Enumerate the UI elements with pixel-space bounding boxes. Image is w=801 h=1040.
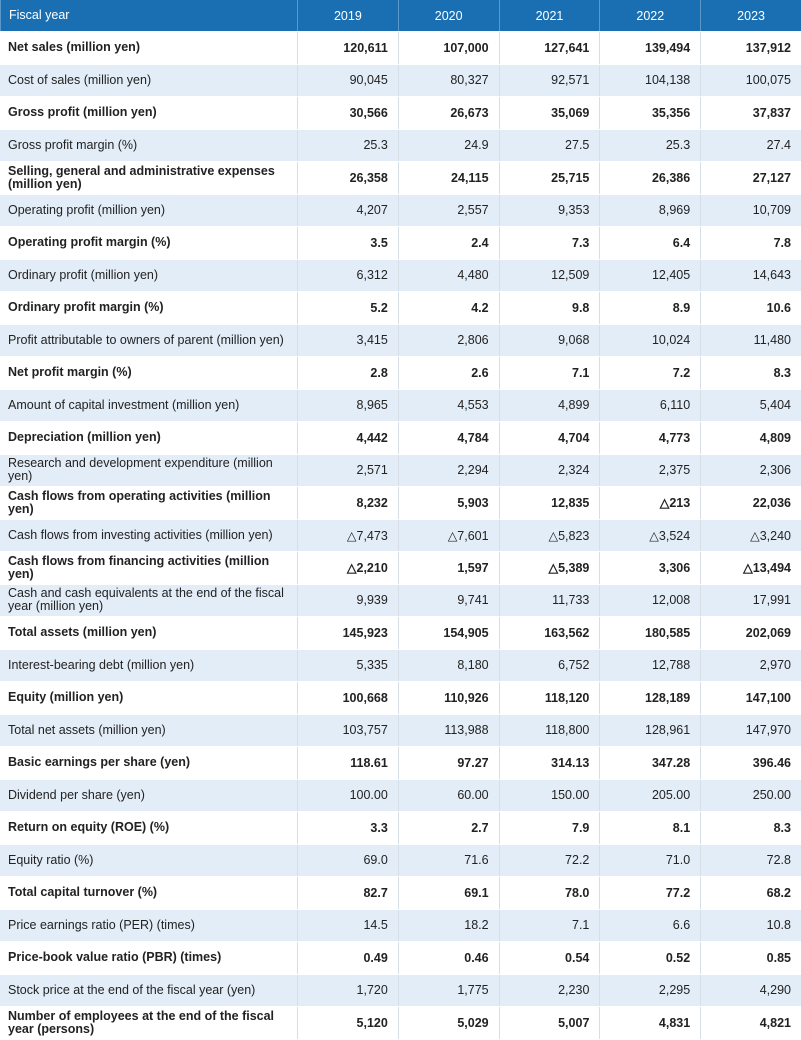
table-row [0, 195, 801, 228]
table-row [0, 845, 801, 878]
row-value-2023: 4,290 [700, 975, 801, 1007]
row-value-2019: 5.2 [297, 292, 398, 324]
row-value-2023: 2,970 [700, 650, 801, 682]
row-label: Interest-bearing debt (million yen) [8, 657, 195, 672]
row-value-2022: 6.4 [599, 227, 700, 259]
row-value-2020: 2,806 [398, 325, 499, 357]
row-value-2023: 68.2 [700, 877, 801, 909]
row-value-2022: 205.00 [599, 780, 700, 812]
row-value-2023: 0.85 [700, 942, 801, 974]
row-value-2019: 3.3 [297, 812, 398, 844]
table-row [0, 32, 801, 65]
table-row [0, 487, 801, 520]
row-value-2022: 12,788 [599, 650, 700, 682]
row-value-2021: 9,353 [499, 195, 600, 227]
row-value-2022: 12,008 [599, 585, 700, 617]
table-row [0, 682, 801, 715]
row-value-2023: 17,991 [700, 585, 801, 617]
table-row [0, 260, 801, 293]
row-value-2019: 26,358 [297, 162, 398, 194]
row-value-2019: 3,415 [297, 325, 398, 357]
row-value-2021: 0.54 [499, 942, 600, 974]
row-value-2023: 2,306 [700, 455, 801, 487]
row-value-2022: 8.1 [599, 812, 700, 844]
row-value-2023: 72.8 [700, 845, 801, 877]
row-value-2021: 78.0 [499, 877, 600, 909]
table-row [0, 975, 801, 1008]
table-row [0, 812, 801, 845]
row-value-2021: 9.8 [499, 292, 600, 324]
row-value-2020: 80,327 [398, 65, 499, 97]
row-value-2019: 0.49 [297, 942, 398, 974]
row-value-2022: 8,969 [599, 195, 700, 227]
row-value-2021: 150.00 [499, 780, 600, 812]
row-value-2019: 120,611 [297, 32, 398, 64]
row-value-2019: 82.7 [297, 877, 398, 909]
row-value-2020: 24.9 [398, 130, 499, 162]
row-value-2021: 11,733 [499, 585, 600, 617]
table-body [0, 32, 801, 1040]
row-value-2019: 4,442 [297, 422, 398, 454]
row-value-2022: 139,494 [599, 32, 700, 64]
row-value-2020: 2,294 [398, 455, 499, 487]
row-value-2021: △5,389 [499, 552, 600, 584]
row-value-2022: 4,831 [599, 1007, 700, 1039]
row-value-2021: 72.2 [499, 845, 600, 877]
row-value-2022: 71.0 [599, 845, 700, 877]
row-value-2020: 4,553 [398, 390, 499, 422]
row-value-2023: 10.6 [700, 292, 801, 324]
row-value-2019: 9,939 [297, 585, 398, 617]
row-value-2022: 347.28 [599, 747, 700, 779]
row-label: Stock price at the end of the fiscal year (yen) [8, 982, 256, 997]
row-value-2020: 4,784 [398, 422, 499, 454]
row-value-2020: 2.4 [398, 227, 499, 259]
row-value-2020: 1,597 [398, 552, 499, 584]
row-value-2019: 5,335 [297, 650, 398, 682]
row-value-2020: 8,180 [398, 650, 499, 682]
row-value-2019: 30,566 [297, 97, 398, 129]
row-label: Price earnings ratio (PER) (times) [8, 917, 195, 932]
row-value-2023: 37,837 [700, 97, 801, 129]
row-value-2020: 1,775 [398, 975, 499, 1007]
header-year-2020: 2020 [398, 0, 499, 31]
row-value-2022: 12,405 [599, 260, 700, 292]
row-value-2019: 2.8 [297, 357, 398, 389]
header-year-2023: 2023 [700, 0, 801, 31]
row-value-2019: 8,965 [297, 390, 398, 422]
row-value-2023: 137,912 [700, 32, 801, 64]
row-label: Ordinary profit margin (%) [8, 300, 164, 315]
row-value-2019: 25.3 [297, 130, 398, 162]
row-label: Total assets (million yen) [8, 625, 157, 640]
row-value-2022: △213 [599, 487, 700, 519]
row-value-2021: 4,704 [499, 422, 600, 454]
row-value-2022: 2,375 [599, 455, 700, 487]
row-value-2023: 5,404 [700, 390, 801, 422]
table-row [0, 97, 801, 130]
table-row [0, 617, 801, 650]
row-value-2019: △2,210 [297, 552, 398, 584]
table-row [0, 552, 801, 585]
row-value-2020: 2.7 [398, 812, 499, 844]
row-value-2023: 147,970 [700, 715, 801, 747]
row-value-2021: 7.1 [499, 910, 600, 942]
table-header-row [0, 0, 801, 32]
row-value-2023: △3,240 [700, 520, 801, 552]
row-value-2023: 147,100 [700, 682, 801, 714]
row-label: Net sales (million yen) [8, 40, 140, 55]
row-label: Cash flows from financing activities (million yen) [8, 553, 270, 581]
row-value-2022: 35,356 [599, 97, 700, 129]
row-value-2020: 4.2 [398, 292, 499, 324]
row-value-2022: 3,306 [599, 552, 700, 584]
row-value-2019: 69.0 [297, 845, 398, 877]
row-label: Cash flows from investing activities (million yen) [8, 527, 273, 542]
table-row [0, 227, 801, 260]
row-value-2020: 4,480 [398, 260, 499, 292]
row-label: Gross profit (million yen) [8, 105, 157, 120]
table-row [0, 130, 801, 163]
row-label: Operating profit margin (%) [8, 235, 171, 250]
row-value-2021: 127,641 [499, 32, 600, 64]
row-value-2021: 92,571 [499, 65, 600, 97]
row-value-2021: 5,007 [499, 1007, 600, 1039]
row-value-2022: 8.9 [599, 292, 700, 324]
row-value-2020: 9,741 [398, 585, 499, 617]
header-fiscal-year: Fiscal year [0, 0, 297, 31]
row-value-2020: △7,601 [398, 520, 499, 552]
row-value-2023: 14,643 [700, 260, 801, 292]
row-value-2021: 6,752 [499, 650, 600, 682]
row-value-2023: 250.00 [700, 780, 801, 812]
row-label: Ordinary profit (million yen) [8, 267, 159, 282]
header-year-2021: 2021 [499, 0, 600, 31]
row-value-2019: 100.00 [297, 780, 398, 812]
table-row [0, 390, 801, 423]
row-value-2019: 90,045 [297, 65, 398, 97]
table-row [0, 650, 801, 683]
row-value-2019: 14.5 [297, 910, 398, 942]
row-value-2020: 154,905 [398, 617, 499, 649]
row-value-2020: 5,029 [398, 1007, 499, 1039]
row-value-2022: 77.2 [599, 877, 700, 909]
row-value-2020: 2.6 [398, 357, 499, 389]
row-label: Amount of capital investment (million yen) [8, 397, 240, 412]
row-label: Total capital turnover (%) [8, 885, 158, 900]
row-value-2023: 10,709 [700, 195, 801, 227]
row-label: Research and development expenditure (million yen) [8, 456, 273, 484]
row-label: Price-book value ratio (PBR) (times) [8, 950, 222, 965]
row-value-2020: 110,926 [398, 682, 499, 714]
table-row [0, 747, 801, 780]
row-value-2020: 18.2 [398, 910, 499, 942]
row-value-2019: 5,120 [297, 1007, 398, 1039]
row-value-2021: 118,800 [499, 715, 600, 747]
row-label: Cash flows from operating activities (million yen) [8, 488, 271, 516]
row-value-2021: 27.5 [499, 130, 600, 162]
row-label: Basic earnings per share (yen) [8, 755, 191, 770]
row-value-2021: 12,835 [499, 487, 600, 519]
row-label: Depreciation (million yen) [8, 430, 161, 445]
row-value-2023: △13,494 [700, 552, 801, 584]
row-value-2021: 2,324 [499, 455, 600, 487]
row-value-2021: 7.3 [499, 227, 600, 259]
row-value-2019: 6,312 [297, 260, 398, 292]
row-value-2022: 6,110 [599, 390, 700, 422]
row-value-2020: 24,115 [398, 162, 499, 194]
row-value-2020: 0.46 [398, 942, 499, 974]
row-value-2021: 7.1 [499, 357, 600, 389]
row-value-2023: 10.8 [700, 910, 801, 942]
table-row [0, 715, 801, 748]
table-row [0, 780, 801, 813]
row-value-2019: 8,232 [297, 487, 398, 519]
row-value-2021: 9,068 [499, 325, 600, 357]
row-value-2022: 104,138 [599, 65, 700, 97]
row-value-2022: 4,773 [599, 422, 700, 454]
row-value-2019: 118.61 [297, 747, 398, 779]
table-row [0, 1007, 801, 1040]
row-value-2022: 180,585 [599, 617, 700, 649]
row-value-2023: 100,075 [700, 65, 801, 97]
row-value-2022: 128,961 [599, 715, 700, 747]
row-value-2022: 6.6 [599, 910, 700, 942]
row-label: Number of employees at the end of the fiscal year (persons) [8, 1008, 275, 1036]
row-value-2020: 71.6 [398, 845, 499, 877]
row-label: Gross profit margin (%) [8, 137, 138, 152]
row-value-2020: 60.00 [398, 780, 499, 812]
table-row [0, 325, 801, 358]
row-value-2021: 25,715 [499, 162, 600, 194]
row-value-2020: 5,903 [398, 487, 499, 519]
row-value-2020: 107,000 [398, 32, 499, 64]
row-value-2020: 113,988 [398, 715, 499, 747]
table-row [0, 910, 801, 943]
row-value-2019: 3.5 [297, 227, 398, 259]
table-row [0, 877, 801, 910]
row-label: Total net assets (million yen) [8, 722, 166, 737]
table-row [0, 65, 801, 98]
row-value-2023: 7.8 [700, 227, 801, 259]
row-label: Return on equity (ROE) (%) [8, 820, 170, 835]
table-row [0, 942, 801, 975]
row-value-2023: 11,480 [700, 325, 801, 357]
table-row [0, 357, 801, 390]
row-value-2020: 26,673 [398, 97, 499, 129]
row-value-2019: 4,207 [297, 195, 398, 227]
row-label: Profit attributable to owners of parent (million yen) [8, 332, 284, 347]
row-label: Dividend per share (yen) [8, 787, 145, 802]
row-value-2022: △3,524 [599, 520, 700, 552]
row-label: Cash and cash equivalents at the end of the fiscal year (million yen) [8, 586, 284, 614]
row-value-2021: 7.9 [499, 812, 600, 844]
row-value-2022: 128,189 [599, 682, 700, 714]
row-label: Equity ratio (%) [8, 852, 94, 867]
table-row [0, 455, 801, 488]
row-label: Cost of sales (million yen) [8, 72, 152, 87]
row-value-2023: 202,069 [700, 617, 801, 649]
table-row [0, 585, 801, 618]
row-value-2021: 163,562 [499, 617, 600, 649]
table-row [0, 422, 801, 455]
row-value-2022: 0.52 [599, 942, 700, 974]
row-label: Operating profit (million yen) [8, 202, 166, 217]
row-value-2021: 118,120 [499, 682, 600, 714]
row-value-2019: 2,571 [297, 455, 398, 487]
row-value-2022: 25.3 [599, 130, 700, 162]
row-value-2020: 2,557 [398, 195, 499, 227]
row-value-2023: 8.3 [700, 812, 801, 844]
row-value-2022: 7.2 [599, 357, 700, 389]
row-value-2022: 10,024 [599, 325, 700, 357]
row-value-2021: 314.13 [499, 747, 600, 779]
row-value-2023: 4,809 [700, 422, 801, 454]
row-label: Selling, general and administrative expenses (million yen) [8, 163, 275, 191]
row-value-2019: 145,923 [297, 617, 398, 649]
row-value-2021: 4,899 [499, 390, 600, 422]
row-value-2019: 1,720 [297, 975, 398, 1007]
row-value-2023: 27.4 [700, 130, 801, 162]
row-value-2020: 97.27 [398, 747, 499, 779]
row-value-2021: 35,069 [499, 97, 600, 129]
row-value-2022: 2,295 [599, 975, 700, 1007]
row-value-2021: △5,823 [499, 520, 600, 552]
row-value-2023: 4,821 [700, 1007, 801, 1039]
row-label: Equity (million yen) [8, 690, 124, 705]
table-row [0, 292, 801, 325]
row-value-2023: 27,127 [700, 162, 801, 194]
row-value-2021: 12,509 [499, 260, 600, 292]
row-value-2023: 8.3 [700, 357, 801, 389]
row-value-2023: 22,036 [700, 487, 801, 519]
row-value-2022: 26,386 [599, 162, 700, 194]
row-value-2023: 396.46 [700, 747, 801, 779]
header-year-2022: 2022 [599, 0, 700, 31]
table-row [0, 162, 801, 195]
row-value-2020: 69.1 [398, 877, 499, 909]
row-value-2019: △7,473 [297, 520, 398, 552]
row-value-2019: 103,757 [297, 715, 398, 747]
row-value-2019: 100,668 [297, 682, 398, 714]
header-year-2019: 2019 [297, 0, 398, 31]
row-label: Net profit margin (%) [8, 365, 132, 380]
table-row [0, 520, 801, 553]
row-value-2021: 2,230 [499, 975, 600, 1007]
